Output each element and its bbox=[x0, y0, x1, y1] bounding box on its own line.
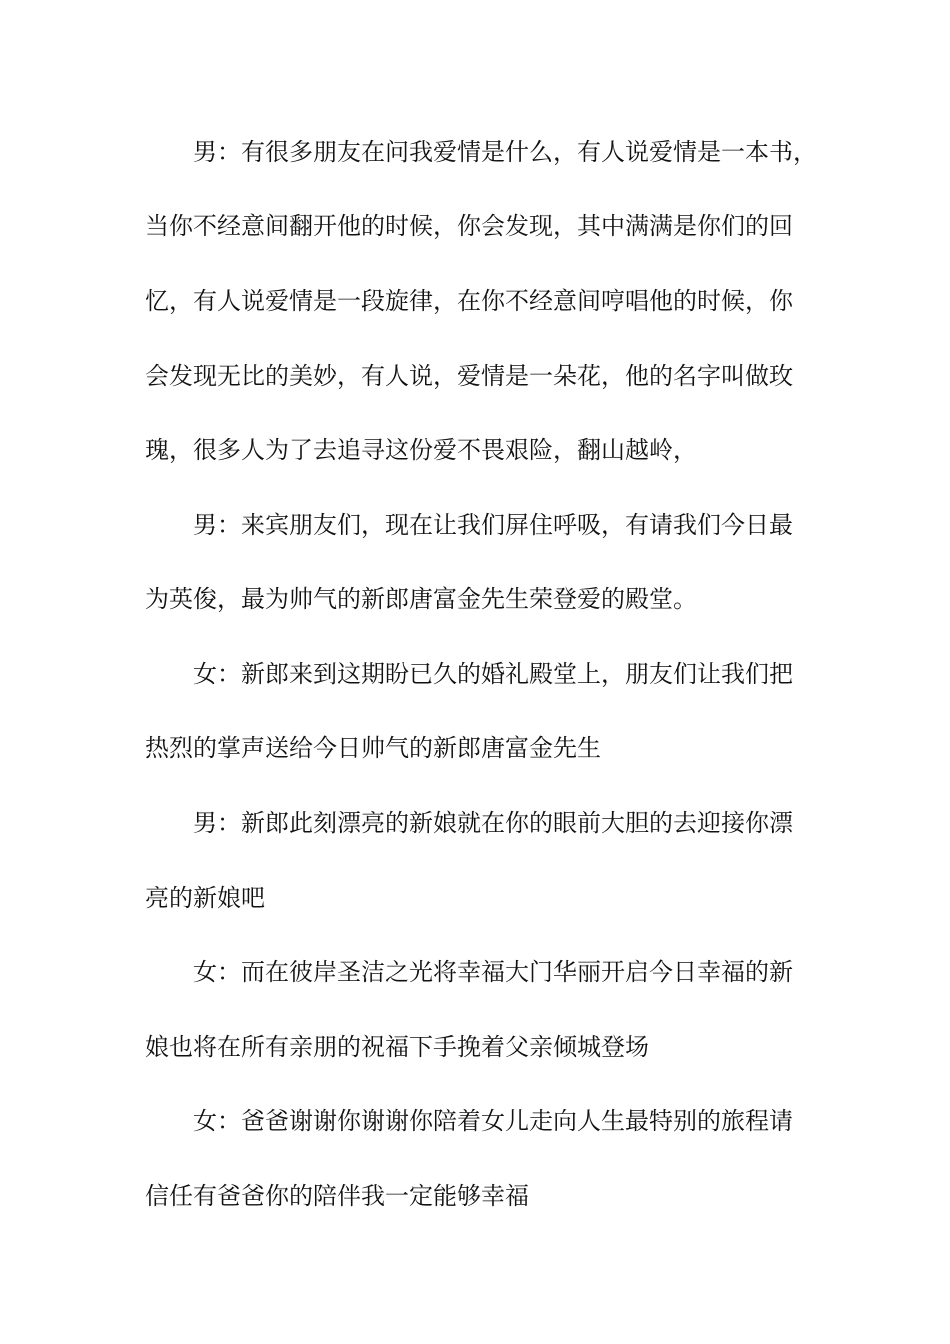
paragraph-line: 为英俊，最为帅气的新郎唐富金先生荣登爱的殿堂。 bbox=[145, 585, 697, 613]
paragraph-line: 当你不经意间翻开他的时候，你会发现，其中满满是你们的回 bbox=[145, 212, 793, 240]
paragraph-line: 女：新郎来到这期盼已久的婚礼殿堂上，朋友们让我们把 bbox=[145, 660, 793, 688]
paragraph-line: 信任有爸爸你的陪伴我一定能够幸福 bbox=[145, 1182, 529, 1210]
paragraph-line: 女：爸爸谢谢你谢谢你陪着女儿走向人生最特别的旅程请 bbox=[145, 1107, 793, 1135]
paragraph-line: 男：来宾朋友们，现在让我们屏住呼吸，有请我们今日最 bbox=[145, 511, 793, 539]
paragraph-line: 热烈的掌声送给今日帅气的新郎唐富金先生 bbox=[145, 734, 601, 762]
paragraph-line: 瑰，很多人为了去追寻这份爱不畏艰险，翻山越岭， bbox=[145, 436, 697, 464]
paragraph-line: 男：新郎此刻漂亮的新娘就在你的眼前大胆的去迎接你漂 bbox=[145, 809, 793, 837]
paragraph-line: 会发现无比的美妙，有人说，爱情是一朵花，他的名字叫做玫 bbox=[145, 362, 793, 390]
paragraph-line: 亮的新娘吧 bbox=[145, 884, 265, 912]
paragraph-line: 娘也将在所有亲朋的祝福下手挽着父亲倾城登场 bbox=[145, 1033, 649, 1061]
paragraph-line: 女：而在彼岸圣洁之光将幸福大门华丽开启今日幸福的新 bbox=[145, 958, 793, 986]
paragraph-line: 忆，有人说爱情是一段旋律，在你不经意间哼唱他的时候，你 bbox=[145, 287, 793, 315]
paragraph-line: 男：有很多朋友在问我爱情是什么，有人说爱情是一本书， bbox=[145, 138, 817, 166]
